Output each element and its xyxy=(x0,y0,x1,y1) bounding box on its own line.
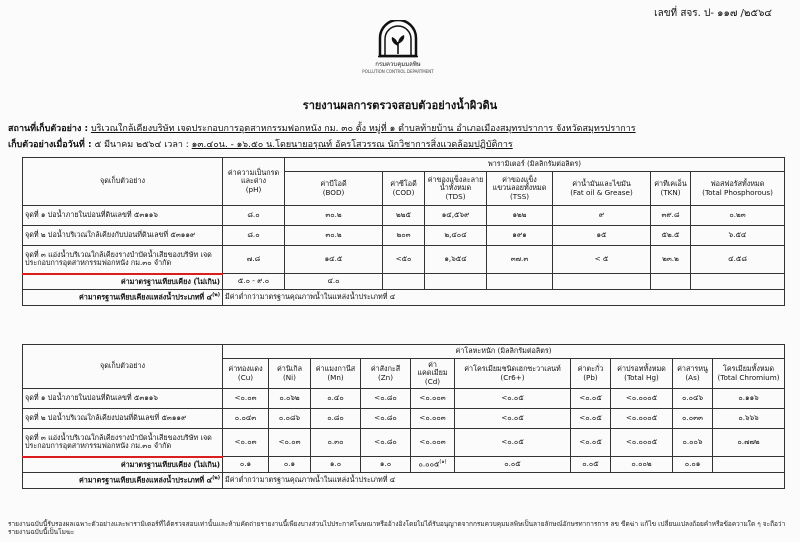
table-cell: ๑๕ xyxy=(553,226,651,246)
location-label: สถานที่เก็บตัวอย่าง : xyxy=(8,124,89,134)
table-row xyxy=(23,206,785,226)
table-cell: <๐.๐๕ xyxy=(571,389,611,409)
col-header: ค่าของแข็งละลายน้ำทั้งหมด (TDS) xyxy=(425,172,487,206)
location-value: บริเวณใกล้เคียงบริษัท เจดประกอบการอุตสาหกรรมฟอกหนัง กม. ๓๐ ตั้ง หมู่ที่ ๑ ตำบลท้ายบ้าน อำเภอเมืองสมุทรปราการ จังหวัดสมุทรปราการ xyxy=(90,124,636,134)
logo-english-text: POLLUTION CONTROL DEPARTMENT xyxy=(362,69,434,74)
table-cell: ๙ xyxy=(553,206,651,226)
table-cell: ๓๐.๒ xyxy=(285,226,383,246)
table-cell: <๐.๐๐๐๕ xyxy=(611,409,673,429)
table-cell: <๐.๘๐ xyxy=(361,429,411,457)
params-header: พารามิเตอร์ (มิลลิกรัมต่อลิตร) xyxy=(285,158,785,172)
table-cell: ๓๐.๒ xyxy=(285,206,383,226)
standard-type4-row: ค่ามาตรฐานเทียบเคียงแหล่งน้ำประเภทที่ ๔$^{(๒)}$ มีค่าต่ำกว่ามาตรฐานคุณภาพน้ำในแหล่งน้ำประเภทที่ ๔ xyxy=(23,473,785,489)
table-cell: ๐.๐๔๓ xyxy=(223,409,269,429)
table-cell: <๐.๐๓ xyxy=(269,429,311,457)
table-cell: <๐.๐๐๐๕ xyxy=(611,389,673,409)
table-row-highlighted xyxy=(23,246,785,274)
table-cell: มีค่าต่ำกว่ามาตรฐานคุณภาพน้ำในแหล่งน้ำประเภทที่ ๔ xyxy=(223,473,785,489)
col-header: โครเมียมทั้งหมด (Total Chromium) xyxy=(713,359,785,389)
table-cell: ๘.๐ xyxy=(223,206,285,226)
table-cell: ๐.๖๖๖ xyxy=(713,409,785,429)
table-cell: ๒๓.๒ xyxy=(651,246,691,274)
table-cell: ๐.๒๓ xyxy=(691,206,785,226)
table-cell: ๘.๐ xyxy=(223,226,285,246)
table-cell: ๐.๐๐๒ xyxy=(611,457,673,473)
footnote: รายงานฉบับนี้รับรองผลเฉพาะตัวอย่างและพารามิเตอร์ที่ได้ตรวจสอบเท่านั้นและห้ามคัดถ่ายรายงานนี้เพียงบางส่วนไปประกาศโฆษณาหรืออ้างอิงโดยไม่ได้รับอนุญาตจากกรมควบคุมมลพิษเป็นลายลักษณ์อักษรทาการการ ลข ขีดฆ่า แก้ไข เปลี่ยนแปลงถ้อยคำหรือข้อความใด ๆ จะถือว่ารายงานฉบับนี้เป็นโมฆะ xyxy=(8,520,786,537)
table-cell: ๐.๔๐ xyxy=(311,389,361,409)
table-cell: ๐.๐๖๒ xyxy=(269,389,311,409)
col-header: ค่าซีโอดี (COD) xyxy=(383,172,425,206)
logo-thai-text: กรมควบคุมมลพิษ xyxy=(375,61,421,68)
table-cell: ๐.๐๔๖ xyxy=(673,389,713,409)
table-cell: ๑.๐ xyxy=(311,457,361,473)
standard-row: ค่ามาตรฐานเทียบเคียง (ไม่เกิน) ๐.๑ ๐.๑ ๑.๐ ๑.๐ ๐.๐๐๕$^{(๑)}$ ๐.๐๕ ๐.๐๕ ๐.๐๐๒ ๐.๐๑ xyxy=(23,457,785,473)
date-line xyxy=(8,137,513,151)
table-cell: ๒,๔๐๔ xyxy=(425,226,487,246)
table-cell: <๐.๐๐๓ xyxy=(411,389,455,409)
table-cell: จุดที่ ๓ แอ่งน้ำบริเวณใกล้เคียงรางบำบัดน้ำเสียของบริษัท เจดประกอบการอุตสาหกรรมฟอกหนัง กม.๓๐ จำกัด xyxy=(23,429,223,457)
table-cell: <๐.๐๐๓ xyxy=(411,409,455,429)
table-cell: <๕๐ xyxy=(383,246,425,274)
ph-header: ค่าความเป็นกรดและด่าง (pH) xyxy=(223,158,285,206)
table-cell: ๑.๐ xyxy=(361,457,411,473)
col-header: ค่าปรอททั้งหมด (Total Hg) xyxy=(611,359,673,389)
table-cell: ๒๒๕ xyxy=(383,206,425,226)
table-cell: <๐.๐๕ xyxy=(455,429,571,457)
table-cell: จุดที่ ๑ บ่อน้ำภายในบ่อนที่ดินเลขที่ ๕๓๑๑๖ xyxy=(23,206,223,226)
table-cell: <๐.๐๕ xyxy=(571,409,611,429)
table-cell: จุดที่ ๓ แอ่งน้ำบริเวณใกล้เคียงรางบำบัดน้ำเสียของบริษัท เจดประกอบการอุตสาหกรรมฟอกหนัง กม.๓๐ จำกัด xyxy=(23,246,223,274)
table-cell: <๐.๐๐๓ xyxy=(411,429,455,457)
table-cell: ๑๔.๕ xyxy=(285,246,383,274)
table-cell: ๑,๖๕๔ xyxy=(425,246,487,274)
table-cell: <๐.๐๓ xyxy=(223,429,269,457)
table-row xyxy=(23,389,785,409)
table-cell: ๐.๐๐๖ xyxy=(673,429,713,457)
table-cell: มีค่าต่ำกว่ามาตรฐานคุณภาพน้ำในแหล่งน้ำประเภทที่ ๔ xyxy=(223,290,785,306)
pcd-emblem-icon xyxy=(376,20,420,58)
table-cell: ๒๐๓ xyxy=(383,226,425,246)
standard-type4-row: ค่ามาตรฐานเทียบเคียงแหล่งน้ำประเภทที่ ๔$^{(๒)}$ มีค่าต่ำกว่ามาตรฐานคุณภาพน้ำในแหล่งน้ำประเภทที่ ๔ xyxy=(23,290,785,306)
table-cell: ๐.๑ xyxy=(269,457,311,473)
table-cell xyxy=(713,457,785,473)
table-cell: ๖.๕๔ xyxy=(691,226,785,246)
table-cell: ๐.๐๑ xyxy=(673,457,713,473)
table-cell: ๐.๑๑๖ xyxy=(713,389,785,409)
col-header: ค่าโครเมียมชนิดเฮกซะวาเลนท์ (Cr6+) xyxy=(455,359,571,389)
col-header: ค่านิเกิล (Ni) xyxy=(269,359,311,389)
params-header: ค่าโลหะหนัก (มิลลิกรัมต่อลิตร) xyxy=(223,345,785,359)
point-header: จุดเก็บตัวอย่าง xyxy=(23,158,223,206)
table-cell: <๐.๘๐ xyxy=(361,409,411,429)
col-header: ค่าน้ำมันและไขมัน (Fat oil & Grease) xyxy=(553,172,651,206)
col-header: ฟอสฟอรัสทั้งหมด (Total Phosphorous) xyxy=(691,172,785,206)
table-cell: <๐.๐๐๐๕ xyxy=(611,429,673,457)
table-cell: ๔.๕๘ xyxy=(691,246,785,274)
table-cell: <๐.๐๓ xyxy=(223,389,269,409)
heavy-metal-table xyxy=(22,344,785,489)
table-cell: ๗.๘ xyxy=(223,246,285,274)
point-header: จุดเก็บตัวอย่าง xyxy=(23,345,223,389)
table-cell: ๐.๐๕ xyxy=(455,457,571,473)
col-header: ค่าสารหนู (As) xyxy=(673,359,713,389)
table-cell: ๕๒.๕ xyxy=(651,226,691,246)
water-quality-table xyxy=(22,157,785,306)
table-row xyxy=(23,409,785,429)
table-cell: ๔.๐ xyxy=(285,274,383,290)
time-value: ๑๓.๔๐น. - ๑๖.๕๐ น.โดยนายอรุณท์ อัครโสวรรณ นักวิชาการสิ่งแวดล้อมปฏิบัติการ xyxy=(191,140,513,150)
table-cell: ๑๙๑ xyxy=(487,226,553,246)
table-cell: ๓๗.๓ xyxy=(487,246,553,274)
table-cell: <๐.๐๕ xyxy=(455,409,571,429)
table-cell: จุดที่ ๒ บ่อน้ำบริเวณใกล้เคียงกับบ่อนที่ดินเลขที่ ๕๓๑๑๙ xyxy=(23,226,223,246)
location-line xyxy=(8,121,636,135)
col-header: ค่าแมงกานีส (Mn) xyxy=(311,359,361,389)
table-cell: <๐.๐๕ xyxy=(455,389,571,409)
table-cell: ๐.๐๘๖ xyxy=(269,409,311,429)
pcd-logo xyxy=(360,20,436,72)
table-cell: ๕.๐ - ๙.๐ xyxy=(223,274,285,290)
table-cell: จุดที่ ๑ บ่อน้ำภายในบ่อนที่ดินเลขที่ ๕๓๑๑๖ xyxy=(23,389,223,409)
table-cell: ๐.๓๐ xyxy=(311,429,361,457)
table-cell: < ๕ xyxy=(553,246,651,274)
report-title: รายงานผลการตรวจสอบตัวอย่างน้ำผิวดิน xyxy=(302,99,498,112)
col-header: ค่าตะกั่ว (Pb) xyxy=(571,359,611,389)
col-header: ค่าสังกะสี (Zn) xyxy=(361,359,411,389)
table-cell: ๐.๘๐ xyxy=(311,409,361,429)
col-header: ค่าทีเคเอ็น (TKN) xyxy=(651,172,691,206)
table-cell: ๐.๐๓๓ xyxy=(673,409,713,429)
date-label: เก็บตัวอย่างเมื่อวันที่ : xyxy=(8,140,92,150)
table-cell: จุดที่ ๒ บ่อน้ำบริเวณใกล้เคียงบ่อนที่ดินเลขที่ ๕๓๑๑๙ xyxy=(23,409,223,429)
table-row xyxy=(23,226,785,246)
table-cell: <๐.๐๕ xyxy=(571,429,611,457)
table-cell: ๑๒๒ xyxy=(487,206,553,226)
col-header: ค่าบีโอดี (BOD) xyxy=(285,172,383,206)
table-cell: ๐.๑ xyxy=(223,457,269,473)
table-cell: ๐.๐๕ xyxy=(571,457,611,473)
document-number: เลขที่ สจร. ป- ๑๑๗ /๒๕๖๔ xyxy=(654,8,772,19)
standard-row: ค่ามาตรฐานเทียบเคียง (ไม่เกิน) ๕.๐ - ๙.๐ ๔.๐ xyxy=(23,274,785,290)
table-cell: <๐.๘๐ xyxy=(361,389,411,409)
col-header: ค่าแคดเมียม (Cd) xyxy=(411,359,455,389)
table-cell: ๑๔,๕๖๙ xyxy=(425,206,487,226)
col-header: ค่าของแข็งแขวนลอยทั้งหมด (TSS) xyxy=(487,172,553,206)
table-row-highlighted xyxy=(23,429,785,457)
table-cell: ๓๙.๘ xyxy=(651,206,691,226)
table-cell: ๐.๗๗๒ xyxy=(713,429,785,457)
col-header: ค่าทองแดง (Cu) xyxy=(223,359,269,389)
date-value: ๕ มีนาคม ๒๕๖๔ เวลา : xyxy=(94,140,189,150)
